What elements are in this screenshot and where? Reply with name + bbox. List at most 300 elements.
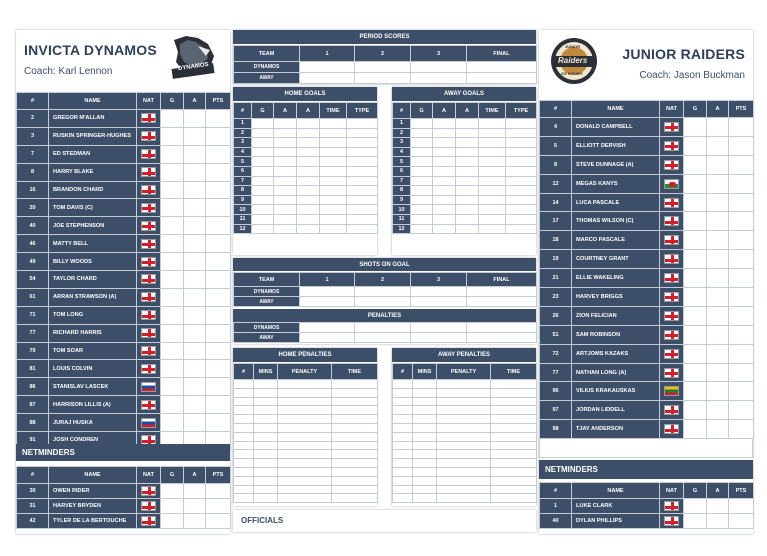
assist1-cell[interactable] [274, 157, 297, 167]
pen-mins-cell[interactable] [413, 432, 437, 441]
assists-cell[interactable] [184, 378, 206, 396]
assists-cell[interactable] [707, 325, 729, 344]
goals-cell[interactable] [161, 514, 184, 529]
assist2-cell[interactable] [297, 224, 320, 234]
type-cell[interactable] [506, 166, 537, 176]
points-cell[interactable] [206, 181, 231, 199]
pen-time-cell[interactable] [491, 459, 537, 468]
assists-cell[interactable] [707, 231, 729, 250]
pen-num-cell[interactable] [393, 397, 413, 406]
type-cell[interactable] [506, 214, 537, 224]
type-cell[interactable] [347, 138, 378, 148]
scorer-cell[interactable] [411, 128, 433, 138]
assists-cell[interactable] [184, 217, 206, 235]
points-cell[interactable] [206, 342, 231, 360]
assist2-cell[interactable] [456, 166, 479, 176]
goals-cell[interactable] [684, 250, 707, 269]
assist2-cell[interactable] [456, 138, 479, 148]
sog-cell[interactable] [300, 297, 355, 307]
scorer-cell[interactable] [411, 147, 433, 157]
type-cell[interactable] [506, 224, 537, 234]
time-cell[interactable] [479, 147, 506, 157]
pen-mins-cell[interactable] [254, 450, 278, 459]
assists-cell[interactable] [707, 344, 729, 363]
sog-cell[interactable] [355, 297, 411, 307]
points-cell[interactable] [729, 250, 754, 269]
points-cell[interactable] [729, 118, 754, 137]
points-cell[interactable] [729, 363, 754, 382]
points-cell[interactable] [729, 306, 754, 325]
pen-num-cell[interactable] [234, 406, 254, 415]
assist1-cell[interactable] [274, 128, 297, 138]
pen-num-cell[interactable] [393, 406, 413, 415]
assists-cell[interactable] [707, 155, 729, 174]
assist2-cell[interactable] [297, 186, 320, 196]
pen-desc-cell[interactable] [278, 432, 332, 441]
pen-time-cell[interactable] [332, 441, 378, 450]
type-cell[interactable] [506, 138, 537, 148]
time-cell[interactable] [320, 176, 347, 186]
time-cell[interactable] [479, 166, 506, 176]
scorer-cell[interactable] [252, 195, 274, 205]
points-cell[interactable] [729, 420, 754, 439]
points-cell[interactable] [206, 163, 231, 181]
pen-num-cell[interactable] [393, 450, 413, 459]
goals-cell[interactable] [161, 145, 184, 163]
assist1-cell[interactable] [433, 157, 456, 167]
pen-mins-cell[interactable] [413, 388, 437, 397]
time-cell[interactable] [479, 214, 506, 224]
scorer-cell[interactable] [411, 176, 433, 186]
assists-cell[interactable] [707, 212, 729, 231]
assist1-cell[interactable] [274, 176, 297, 186]
pen-desc-cell[interactable] [437, 450, 491, 459]
pen-num-cell[interactable] [234, 450, 254, 459]
goals-cell[interactable] [684, 212, 707, 231]
pen-num-cell[interactable] [393, 441, 413, 450]
assists-cell[interactable] [184, 360, 206, 378]
pen-mins-cell[interactable] [413, 459, 437, 468]
pen-time-cell[interactable] [491, 441, 537, 450]
scorer-cell[interactable] [411, 157, 433, 167]
scorer-cell[interactable] [411, 138, 433, 148]
type-cell[interactable] [347, 119, 378, 129]
scorer-cell[interactable] [252, 157, 274, 167]
goals-cell[interactable] [684, 231, 707, 250]
assists-cell[interactable] [707, 136, 729, 155]
assist2-cell[interactable] [297, 147, 320, 157]
pen-time-cell[interactable] [491, 467, 537, 476]
sog-cell[interactable] [300, 287, 355, 297]
pen-mins-cell[interactable] [254, 432, 278, 441]
assist1-cell[interactable] [274, 119, 297, 129]
goals-cell[interactable] [161, 324, 184, 342]
time-cell[interactable] [479, 176, 506, 186]
assists-cell[interactable] [184, 306, 206, 324]
ps-cell[interactable] [300, 62, 355, 73]
pen-desc-cell[interactable] [437, 380, 491, 389]
goals-cell[interactable] [161, 414, 184, 432]
points-cell[interactable] [206, 271, 231, 289]
assists-cell[interactable] [707, 193, 729, 212]
pen-num-cell[interactable] [393, 459, 413, 468]
goals-cell[interactable] [684, 401, 707, 420]
time-cell[interactable] [320, 147, 347, 157]
assist2-cell[interactable] [456, 157, 479, 167]
assist2-cell[interactable] [456, 186, 479, 196]
goals-cell[interactable] [684, 420, 707, 439]
time-cell[interactable] [320, 138, 347, 148]
pen-num-cell[interactable] [393, 494, 413, 503]
goals-cell[interactable] [684, 118, 707, 137]
pen-mins-cell[interactable] [413, 397, 437, 406]
pen-desc-cell[interactable] [437, 467, 491, 476]
points-cell[interactable] [729, 155, 754, 174]
assists-cell[interactable] [184, 145, 206, 163]
sog-cell[interactable] [411, 297, 467, 307]
assists-cell[interactable] [184, 127, 206, 145]
assist1-cell[interactable] [274, 186, 297, 196]
pen-desc-cell[interactable] [437, 476, 491, 485]
points-cell[interactable] [206, 396, 231, 414]
points-cell[interactable] [206, 360, 231, 378]
assist1-cell[interactable] [274, 195, 297, 205]
ps-cell[interactable] [467, 62, 537, 73]
points-cell[interactable] [729, 269, 754, 288]
pen-time-cell[interactable] [491, 494, 537, 503]
assists-cell[interactable] [707, 401, 729, 420]
time-cell[interactable] [320, 119, 347, 129]
pen-time-cell[interactable] [332, 423, 378, 432]
type-cell[interactable] [347, 176, 378, 186]
pen-num-cell[interactable] [234, 485, 254, 494]
pen-num-cell[interactable] [234, 380, 254, 389]
assist1-cell[interactable] [274, 214, 297, 224]
pen-desc-cell[interactable] [278, 476, 332, 485]
pen-cell[interactable] [411, 323, 467, 333]
pen-mins-cell[interactable] [254, 467, 278, 476]
pen-cell[interactable] [300, 333, 355, 343]
assists-cell[interactable] [707, 363, 729, 382]
points-cell[interactable] [206, 484, 231, 499]
points-cell[interactable] [729, 231, 754, 250]
goals-cell[interactable] [684, 344, 707, 363]
time-cell[interactable] [479, 138, 506, 148]
pen-cell[interactable] [355, 323, 411, 333]
goals-cell[interactable] [161, 484, 184, 499]
pen-desc-cell[interactable] [437, 459, 491, 468]
assist1-cell[interactable] [433, 195, 456, 205]
assist2-cell[interactable] [456, 176, 479, 186]
goals-cell[interactable] [161, 163, 184, 181]
assist1-cell[interactable] [433, 186, 456, 196]
pen-desc-cell[interactable] [278, 459, 332, 468]
assist1-cell[interactable] [433, 214, 456, 224]
pen-mins-cell[interactable] [254, 380, 278, 389]
pen-num-cell[interactable] [234, 476, 254, 485]
goals-cell[interactable] [161, 235, 184, 253]
points-cell[interactable] [206, 414, 231, 432]
type-cell[interactable] [347, 205, 378, 215]
goals-cell[interactable] [684, 325, 707, 344]
pen-desc-cell[interactable] [437, 388, 491, 397]
assists-cell[interactable] [707, 269, 729, 288]
scorer-cell[interactable] [411, 205, 433, 215]
sog-cell[interactable] [411, 287, 467, 297]
assist1-cell[interactable] [274, 138, 297, 148]
time-cell[interactable] [479, 186, 506, 196]
assists-cell[interactable] [707, 382, 729, 401]
goals-cell[interactable] [161, 499, 184, 514]
goals-cell[interactable] [684, 174, 707, 193]
points-cell[interactable] [729, 325, 754, 344]
points-cell[interactable] [729, 344, 754, 363]
assist2-cell[interactable] [297, 119, 320, 129]
type-cell[interactable] [506, 195, 537, 205]
goals-cell[interactable] [684, 193, 707, 212]
pen-desc-cell[interactable] [278, 406, 332, 415]
pen-desc-cell[interactable] [437, 415, 491, 424]
assist2-cell[interactable] [456, 224, 479, 234]
points-cell[interactable] [729, 136, 754, 155]
goals-cell[interactable] [161, 253, 184, 271]
pen-time-cell[interactable] [332, 406, 378, 415]
assist1-cell[interactable] [433, 147, 456, 157]
type-cell[interactable] [347, 224, 378, 234]
pen-num-cell[interactable] [234, 397, 254, 406]
pen-mins-cell[interactable] [254, 441, 278, 450]
scorer-cell[interactable] [411, 119, 433, 129]
pen-num-cell[interactable] [393, 415, 413, 424]
points-cell[interactable] [206, 199, 231, 217]
assist2-cell[interactable] [297, 166, 320, 176]
goals-cell[interactable] [161, 271, 184, 289]
pen-mins-cell[interactable] [413, 485, 437, 494]
assists-cell[interactable] [184, 253, 206, 271]
assists-cell[interactable] [707, 118, 729, 137]
pen-desc-cell[interactable] [278, 450, 332, 459]
pen-mins-cell[interactable] [413, 450, 437, 459]
assist2-cell[interactable] [297, 176, 320, 186]
goals-cell[interactable] [161, 217, 184, 235]
pen-desc-cell[interactable] [278, 415, 332, 424]
assist1-cell[interactable] [274, 147, 297, 157]
assists-cell[interactable] [184, 271, 206, 289]
assist1-cell[interactable] [433, 128, 456, 138]
pen-desc-cell[interactable] [437, 441, 491, 450]
pen-desc-cell[interactable] [278, 494, 332, 503]
goals-cell[interactable] [161, 306, 184, 324]
assist2-cell[interactable] [456, 119, 479, 129]
assist2-cell[interactable] [297, 128, 320, 138]
assist1-cell[interactable] [274, 205, 297, 215]
time-cell[interactable] [320, 157, 347, 167]
pen-time-cell[interactable] [491, 397, 537, 406]
assists-cell[interactable] [707, 514, 729, 529]
sog-cell[interactable] [355, 287, 411, 297]
sog-cell[interactable] [467, 287, 537, 297]
pen-desc-cell[interactable] [278, 441, 332, 450]
type-cell[interactable] [506, 147, 537, 157]
pen-time-cell[interactable] [332, 485, 378, 494]
points-cell[interactable] [206, 324, 231, 342]
type-cell[interactable] [347, 157, 378, 167]
pen-time-cell[interactable] [332, 459, 378, 468]
points-cell[interactable] [729, 212, 754, 231]
pen-num-cell[interactable] [393, 467, 413, 476]
pen-desc-cell[interactable] [437, 423, 491, 432]
type-cell[interactable] [506, 205, 537, 215]
pen-num-cell[interactable] [234, 459, 254, 468]
goals-cell[interactable] [684, 306, 707, 325]
pen-mins-cell[interactable] [254, 423, 278, 432]
scorer-cell[interactable] [252, 186, 274, 196]
assists-cell[interactable] [707, 499, 729, 514]
points-cell[interactable] [729, 514, 754, 529]
type-cell[interactable] [347, 128, 378, 138]
pen-desc-cell[interactable] [278, 467, 332, 476]
points-cell[interactable] [206, 145, 231, 163]
pen-mins-cell[interactable] [254, 397, 278, 406]
points-cell[interactable] [729, 401, 754, 420]
pen-num-cell[interactable] [234, 432, 254, 441]
pen-time-cell[interactable] [332, 397, 378, 406]
time-cell[interactable] [320, 128, 347, 138]
pen-desc-cell[interactable] [278, 388, 332, 397]
scorer-cell[interactable] [411, 195, 433, 205]
type-cell[interactable] [506, 157, 537, 167]
time-cell[interactable] [320, 224, 347, 234]
goals-cell[interactable] [684, 269, 707, 288]
pen-desc-cell[interactable] [278, 380, 332, 389]
pen-time-cell[interactable] [491, 406, 537, 415]
pen-time-cell[interactable] [491, 432, 537, 441]
pen-mins-cell[interactable] [254, 406, 278, 415]
type-cell[interactable] [506, 186, 537, 196]
assist2-cell[interactable] [456, 205, 479, 215]
assist1-cell[interactable] [274, 166, 297, 176]
ps-cell[interactable] [300, 73, 355, 84]
assist1-cell[interactable] [433, 176, 456, 186]
pen-time-cell[interactable] [491, 423, 537, 432]
assists-cell[interactable] [707, 288, 729, 307]
pen-num-cell[interactable] [393, 476, 413, 485]
assists-cell[interactable] [184, 499, 206, 514]
time-cell[interactable] [320, 214, 347, 224]
type-cell[interactable] [347, 147, 378, 157]
pen-mins-cell[interactable] [413, 380, 437, 389]
pen-mins-cell[interactable] [254, 485, 278, 494]
assists-cell[interactable] [184, 235, 206, 253]
pen-mins-cell[interactable] [413, 423, 437, 432]
pen-desc-cell[interactable] [278, 397, 332, 406]
pen-cell[interactable] [300, 323, 355, 333]
goals-cell[interactable] [161, 110, 184, 128]
scorer-cell[interactable] [252, 214, 274, 224]
type-cell[interactable] [347, 166, 378, 176]
pen-num-cell[interactable] [393, 380, 413, 389]
points-cell[interactable] [206, 127, 231, 145]
points-cell[interactable] [206, 306, 231, 324]
assists-cell[interactable] [184, 110, 206, 128]
points-cell[interactable] [206, 235, 231, 253]
goals-cell[interactable] [161, 396, 184, 414]
pen-cell[interactable] [467, 333, 537, 343]
ps-cell[interactable] [411, 62, 467, 73]
assists-cell[interactable] [184, 324, 206, 342]
goals-cell[interactable] [161, 181, 184, 199]
pen-mins-cell[interactable] [413, 415, 437, 424]
assist2-cell[interactable] [297, 214, 320, 224]
scorer-cell[interactable] [252, 119, 274, 129]
pen-num-cell[interactable] [393, 423, 413, 432]
assist2-cell[interactable] [456, 214, 479, 224]
scorer-cell[interactable] [252, 147, 274, 157]
points-cell[interactable] [206, 253, 231, 271]
pen-num-cell[interactable] [234, 467, 254, 476]
scorer-cell[interactable] [252, 176, 274, 186]
assist1-cell[interactable] [433, 205, 456, 215]
points-cell[interactable] [206, 514, 231, 529]
points-cell[interactable] [206, 110, 231, 128]
pen-mins-cell[interactable] [413, 441, 437, 450]
assist2-cell[interactable] [297, 195, 320, 205]
scorer-cell[interactable] [252, 224, 274, 234]
sog-cell[interactable] [467, 297, 537, 307]
time-cell[interactable] [320, 195, 347, 205]
type-cell[interactable] [347, 186, 378, 196]
pen-mins-cell[interactable] [413, 406, 437, 415]
pen-time-cell[interactable] [332, 467, 378, 476]
time-cell[interactable] [479, 157, 506, 167]
pen-cell[interactable] [467, 323, 537, 333]
pen-num-cell[interactable] [234, 423, 254, 432]
pen-time-cell[interactable] [332, 476, 378, 485]
pen-num-cell[interactable] [234, 415, 254, 424]
pen-desc-cell[interactable] [437, 494, 491, 503]
time-cell[interactable] [479, 119, 506, 129]
points-cell[interactable] [729, 499, 754, 514]
type-cell[interactable] [347, 214, 378, 224]
pen-num-cell[interactable] [234, 388, 254, 397]
pen-mins-cell[interactable] [413, 467, 437, 476]
pen-num-cell[interactable] [393, 432, 413, 441]
assist2-cell[interactable] [456, 195, 479, 205]
goals-cell[interactable] [684, 288, 707, 307]
pen-time-cell[interactable] [491, 388, 537, 397]
goals-cell[interactable] [161, 342, 184, 360]
assists-cell[interactable] [184, 342, 206, 360]
goals-cell[interactable] [684, 514, 707, 529]
pen-mins-cell[interactable] [254, 388, 278, 397]
points-cell[interactable] [206, 288, 231, 306]
goals-cell[interactable] [161, 378, 184, 396]
assists-cell[interactable] [184, 396, 206, 414]
pen-time-cell[interactable] [491, 485, 537, 494]
time-cell[interactable] [479, 128, 506, 138]
assists-cell[interactable] [707, 420, 729, 439]
assists-cell[interactable] [184, 199, 206, 217]
pen-desc-cell[interactable] [437, 397, 491, 406]
pen-mins-cell[interactable] [254, 494, 278, 503]
pen-time-cell[interactable] [491, 450, 537, 459]
goals-cell[interactable] [161, 288, 184, 306]
assist1-cell[interactable] [274, 224, 297, 234]
assist1-cell[interactable] [433, 166, 456, 176]
goals-cell[interactable] [684, 363, 707, 382]
assists-cell[interactable] [184, 514, 206, 529]
type-cell[interactable] [506, 128, 537, 138]
